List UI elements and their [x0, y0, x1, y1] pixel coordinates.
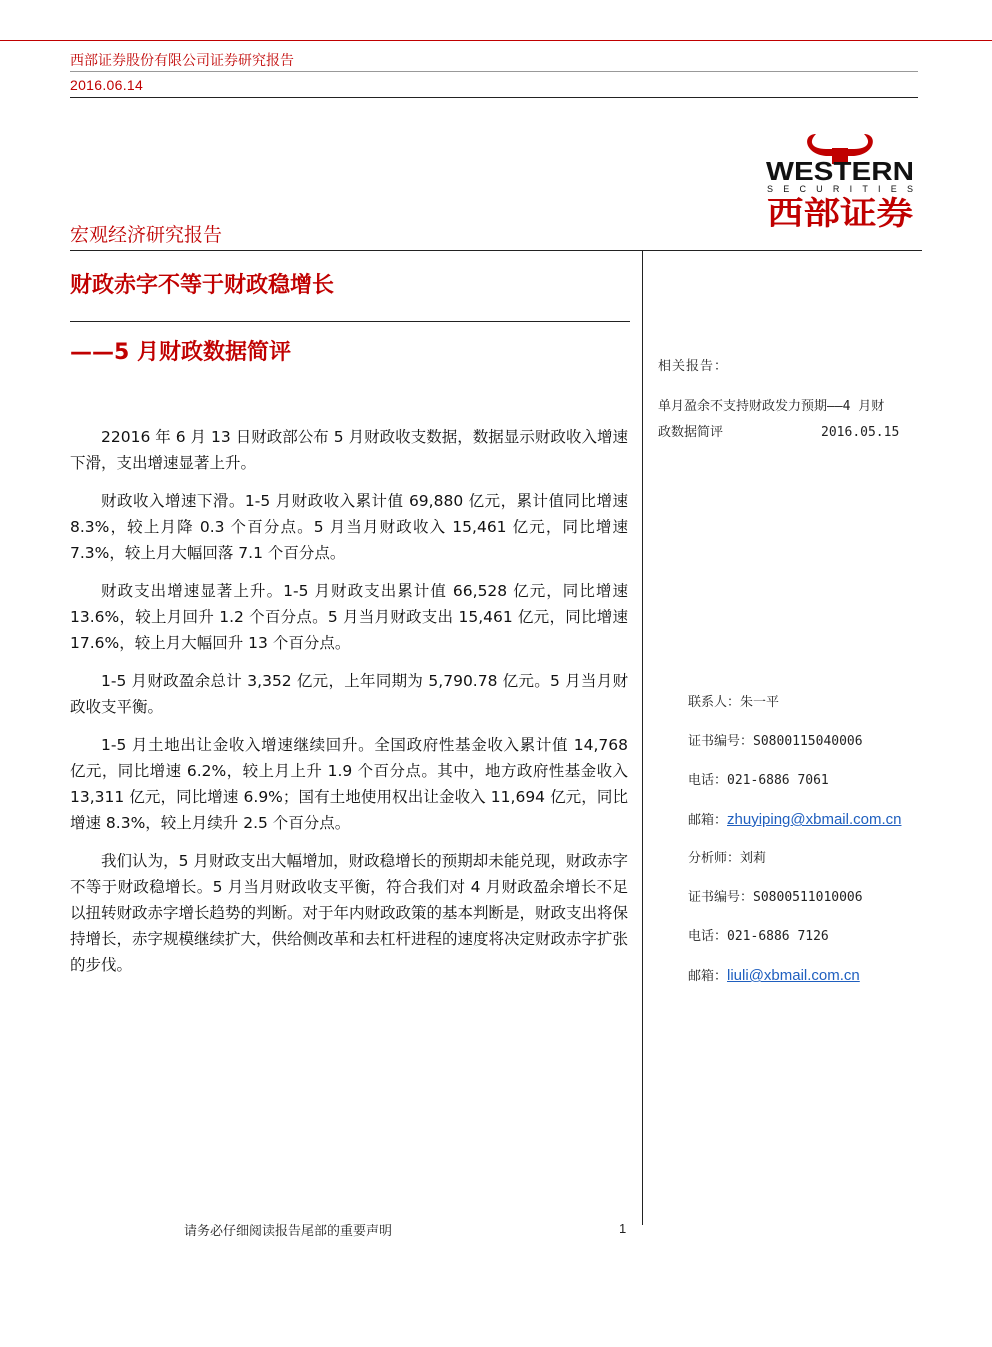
report-title: 财政赤字不等于财政稳增长: [70, 273, 335, 298]
header-divider: [70, 71, 918, 72]
contact-row: 邮箱：liuli@xbmail.com.cn: [688, 967, 860, 984]
related-report-date: 2016.05.15: [821, 425, 900, 440]
logo-wordmark: WESTERN: [766, 156, 914, 186]
contact-row: 证书编号：S0800511010006: [688, 890, 863, 905]
paragraph: 1-5 月土地出让金收入增速继续回升。全国政府性基金收入累计值 14,768 亿元，同比增速 6.2%，较上月上升 1.9 个百分点。其中，地方政府性基金收入 13,311 亿元，同比增速 6.9%；国有土地使用权出让金收入 11,694 亿元，同比增速 8.3%，较上月续升 2.5 个百分点。: [70, 736, 628, 832]
related-reports-label: 相关报告：: [658, 359, 729, 374]
logo-sub: SECURITIES: [767, 184, 913, 194]
contact-row: 电话：021-6886 7061: [688, 773, 829, 788]
western-securities-logo: [764, 132, 916, 232]
contact-row: 电话：021-6886 7126: [688, 929, 829, 944]
phone-number: 021-6886 7061: [727, 773, 829, 788]
report-date: 2016.06.14: [70, 77, 144, 93]
paragraph: 22016 年 6 月 13 日财政部公布 5 月财政收支数据，数据显示财政收入增速下滑，支出增速显著上升。: [70, 428, 628, 472]
contact-row: 联系人：朱一平: [688, 695, 780, 710]
paragraph: 财政支出增速显著上升。1-5 月财政支出累计值 66,528 亿元，同比增速 13.6%，较上月回升 1.2 个百分点。5 月当月财政支出 15,461 亿元，同比增速 17.6%，较上月大幅回升 13 个百分点。: [70, 582, 628, 652]
disclaimer-note: 请务必仔细阅读报告尾部的重要声明: [184, 1224, 393, 1239]
contact-row: 邮箱：zhuyiping@xbmail.com.cn: [688, 811, 902, 828]
category-rule: [70, 250, 922, 251]
contact-row: 证书编号：S0800115040006: [688, 734, 863, 749]
phone-number: 021-6886 7126: [727, 929, 829, 944]
column-divider: [642, 250, 643, 1225]
paragraph: 我们认为，5 月财政支出大幅增加，财政稳增长的预期却未能兑现，财政赤字不等于财政稳增长。5 月当月财政收支平衡，符合我们对 4 月财政盈余增长不足以扭转财政赤字增长趋势的判断。对于年内财政政策的基本判断是，财政支出将保持增长，赤字规模继续扩大，供给侧改革和去杠杆进程的速度将决定财政赤字扩张的步伐。: [70, 852, 629, 974]
top-red-rule: [0, 40, 992, 41]
related-report[interactable]: [658, 394, 922, 446]
certificate-number: S0800115040006: [753, 734, 863, 749]
title-rule: [70, 321, 630, 322]
certificate-number: S0800511010006: [753, 890, 863, 905]
email-link[interactable]: liuli@xbmail.com.cn: [727, 967, 860, 984]
contact-info: [688, 690, 901, 1002]
page-number: 1: [619, 1221, 627, 1236]
paragraph: 1-5 月财政盈余总计 3,352 亿元，上年同期为 5,790.78 亿元。5 月当月财政收支平衡。: [70, 672, 628, 716]
paragraph: 财政收入增速下滑。1-5 月财政收入累计值 69,880 亿元，累计值同比增速 8.3%，较上月降 0.3 个百分点。5 月当月财政收入 15,461 亿元，同比增速 7.3%，较上月大幅回落 7.1 个百分点。: [70, 492, 628, 562]
email-link[interactable]: zhuyiping@xbmail.com.cn: [727, 811, 902, 828]
report-category: 宏观经济研究报告: [70, 224, 223, 246]
related-report-title-line2: 政数据简评 2016.05.15: [658, 425, 900, 440]
report-subtitle: ——5 月财政数据简评: [70, 340, 291, 365]
contact-person: 朱一平: [740, 695, 780, 710]
analyst-name: 刘莉: [740, 851, 767, 866]
company-header: 西部证券股份有限公司证券研究报告: [70, 53, 294, 69]
header-bottom-rule: [70, 97, 918, 98]
logo-cn: 西部证券: [767, 194, 913, 232]
contact-row: 分析师：刘莉: [688, 851, 767, 866]
related-report-title-line1: 单月盈余不支持财政发力预期——4 月财: [658, 399, 885, 414]
report-body: [70, 424, 628, 990]
